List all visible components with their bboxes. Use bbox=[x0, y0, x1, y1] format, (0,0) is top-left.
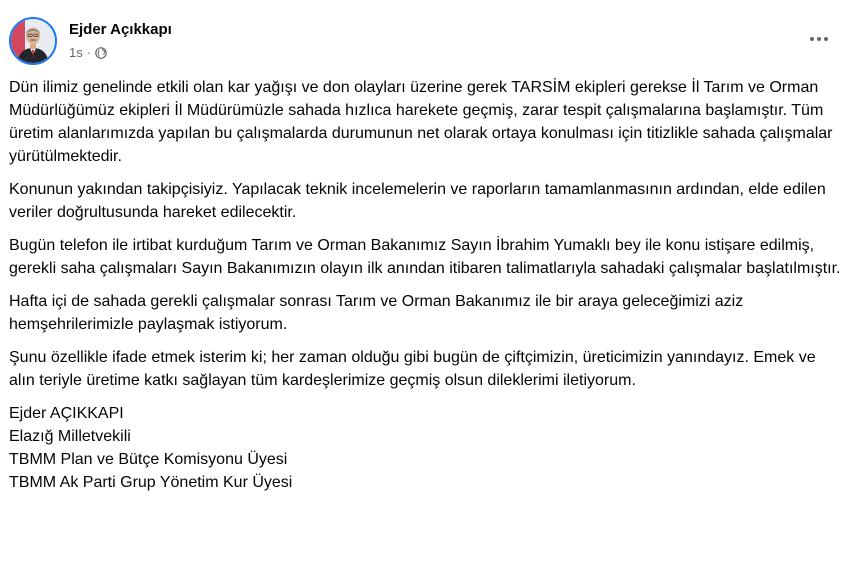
post-timestamp[interactable]: 1s bbox=[69, 45, 83, 60]
post-paragraph: Konunun yakından takipçisiyiz. Yapılacak teknik incelemelerin ve raporların tamamlanmasının ardından, elde edilen veriler doğrultusunda hareket edilecektir. bbox=[9, 181, 826, 221]
signature-title: TBMM Ak Parti Grup Yönetim Kur Üyesi bbox=[9, 474, 293, 491]
author-avatar[interactable] bbox=[9, 17, 57, 65]
post-meta bbox=[69, 45, 107, 60]
post-body bbox=[9, 76, 845, 494]
post-header bbox=[9, 17, 839, 67]
signature-title: TBMM Plan ve Bütçe Komisyonu Üyesi bbox=[9, 451, 288, 468]
meta-separator: · bbox=[86, 45, 92, 60]
author-name[interactable]: Ejder Açıkkapı bbox=[69, 21, 172, 38]
more-options-icon bbox=[810, 37, 828, 41]
signature-title: Elazığ Milletvekili bbox=[9, 428, 131, 445]
post-paragraph: Hafta içi de sahada gerekli çalışmalar sonrası Tarım ve Orman Bakanımız ile bir araya geleceğimizi aziz hemşehrilerimizle paylaşmak istiyorum. bbox=[9, 293, 744, 333]
profile-photo-icon bbox=[11, 19, 55, 63]
signature-block bbox=[9, 402, 845, 494]
post-paragraph: Bugün telefon ile irtibat kurduğum Tarım ve Orman Bakanımız Sayın İbrahim Yumaklı bey ile konu istişare edilmiş, gerekli saha çalışmaları Sayın Bakanımızın olayın ilk anından itibaren talimatlarıyla sahadaki çalışmalar başlatılmıştır. bbox=[9, 237, 841, 277]
post-paragraph: Şunu özellikle ifade etmek isterim ki; her zaman olduğu gibi bugün de çiftçimizin, üreticimizin yanındayız. Emek ve alın teriyle üretime katkı sağlayan tüm kardeşlerimize geçmiş olsun dileklerimi iletiyorum. bbox=[9, 349, 816, 389]
post-paragraph: Dün ilimiz genelinde etkili olan kar yağışı ve don olayları üzerine gerek TARSİM ekipleri gerekse İl Tarım ve Orman Müdürlüğümüz ekipleri İl Müdürümüzle sahada hızlıca harekete geçmiş, zarar tespit çalışmalarına başlamıştır. Tüm üretim alanlarımızda yapılan bu çalışmalarda durumunun net olarak ortaya konulması için titizlikle sahada çalışmalar yürütülmektedir. bbox=[9, 79, 833, 165]
more-options-button[interactable] bbox=[801, 25, 837, 53]
globe-icon[interactable] bbox=[95, 47, 107, 59]
signature-name: Ejder AÇIKKAPI bbox=[9, 405, 124, 422]
